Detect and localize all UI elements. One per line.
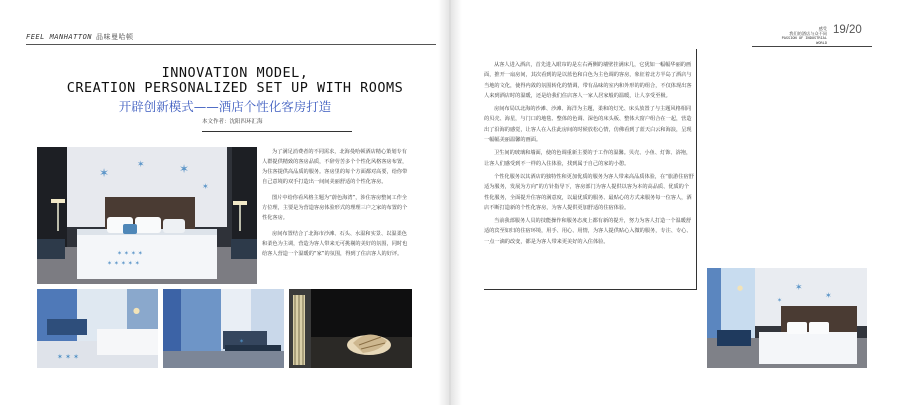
svg-text:✶: ✶ bbox=[239, 338, 245, 345]
svg-text:✶ ✶ ✶: ✶ ✶ ✶ bbox=[57, 353, 80, 361]
page-number-right: 20 bbox=[849, 24, 862, 36]
article-headline bbox=[40, 66, 430, 96]
text-frame-vertical-rule bbox=[696, 49, 697, 289]
text-frame-horizontal-rule bbox=[484, 289, 697, 290]
svg-text:✶: ✶ bbox=[99, 166, 110, 180]
right-paragraph-3: 卫生间的玻璃和墙面，使的色调重新主要的于工作的温馨。贝壳、小鱼、灯饰、浴袍，让客人们感受到不一样的入住体验，找到属于自己的家的小憩。 bbox=[484, 150, 692, 167]
headline-line-2: CREATION PERSONALIZED SET UP WITH ROOMS bbox=[66, 80, 404, 96]
svg-text:●: ● bbox=[133, 306, 140, 315]
left-text-column bbox=[262, 147, 410, 265]
page-number: 19/20 bbox=[833, 24, 862, 36]
running-title-cn: 品味曼哈顿 bbox=[96, 33, 134, 41]
room-sofa-photo bbox=[163, 289, 284, 368]
svg-text:●: ● bbox=[737, 284, 744, 292]
right-paragraph-1: 从客人进入酒店，首先进入眼帘的是左右两侧的墙壁挂满床几，它犹如一幅幅华丽的画面，推开一扇房间，其次看到的是以蓝色和白色为主色调的客房，象征着北方半岛了酒店与当地的文化，使得内敛的氛围转化的情调，带有品味的室内和外形的的组合，不仅体现出客人来到酒店时的温暖，还是给我们住店客人一家人居家般的温暖，让人享受至极。 bbox=[484, 62, 692, 99]
header-right-line-3: PASSION OF INDUSTRIAL bbox=[781, 36, 827, 40]
header-right-line-2: 我们的酒店与众不同 bbox=[789, 31, 827, 36]
right-paragraph-4: 个性化服务以其酒店的独特性和更加优质的服务为客人带来高品质体验，在“旅游住宿舒适为服务，发展为方向”的方针指导下，客房部门为客人提供以客为本的高品质、优质的个性化服务，全面提升住客的满意度，以最优质的服务、最贴心的方式来服务每一位客人，酒店不断打造新的个性化客房，为客人提供更加舒适的住宿体验。 bbox=[484, 173, 694, 211]
headline-line-1: INNOVATION MODEL, bbox=[161, 65, 309, 81]
seashell-decor-photo bbox=[289, 289, 412, 368]
book-spine-shadow bbox=[438, 0, 462, 405]
svg-text:✶: ✶ bbox=[777, 297, 783, 304]
svg-text:✶ ✶ ✶ ✶: ✶ ✶ ✶ ✶ bbox=[117, 250, 143, 257]
svg-text:✶: ✶ bbox=[179, 162, 190, 176]
author-rule bbox=[202, 131, 352, 132]
header-right-line-4: WORLD bbox=[816, 41, 827, 45]
running-header-left bbox=[26, 32, 436, 45]
article-subheadline: 开辟创新模式——酒店个性化客房打造 bbox=[118, 99, 332, 114]
hotel-room-photo-large bbox=[37, 147, 257, 284]
svg-text:✶: ✶ bbox=[795, 283, 803, 293]
svg-text:✶ ✶ ✶ ✶ ✶: ✶ ✶ ✶ ✶ ✶ bbox=[107, 260, 140, 267]
room-curtain-photo bbox=[37, 289, 158, 368]
running-header-right bbox=[752, 26, 827, 46]
svg-text:✶: ✶ bbox=[825, 291, 832, 300]
right-text-column bbox=[484, 60, 694, 250]
svg-text:✶: ✶ bbox=[137, 160, 145, 170]
right-paragraph-2: 房间布局以北海的沙滩、沙滩、海洋为主题，柔和的灯光、床头放置了与主题风格相同的贝壳、海星，与门口的地毯、整体的色调、深色的床头板、整体大窗户组合在一起，营造出了沿海的感觉，让客人在入住此房间的时候放松心情，仿佛看到了蓝天白云和海浪，呈现一幅幅美丽温馨的画面。 bbox=[484, 106, 692, 144]
running-title-en: FEEL MANHATTON bbox=[26, 33, 93, 41]
left-paragraph-1: 为了满足消费者的不同需求，北海曼哈顿酒店精心策划专有人群提供精致的客房品质，不辞劳苦多个个性化风格客房布置，为住客提供高品质的服务。客房里的每个方面都对高要，给你带自己意境的双手打造出一间间美丽舒适的个性化客房。 bbox=[262, 149, 408, 185]
header-right-line-1: 感受 bbox=[818, 26, 827, 31]
right-paragraph-5: 当前我部服务人员的技能操作和服务态度上都有新的提升，努力为客人打造一个温暖舒适的宾至如归的住宿环境，用手、用心、用情，为客人提供贴心入微的服务，专注、专心、一点一滴的改变，都是为客人带来更美好的入住体验。 bbox=[484, 218, 692, 245]
header-right-rule bbox=[752, 46, 872, 47]
svg-text:✶: ✶ bbox=[202, 182, 209, 191]
page-number-left: 19 bbox=[833, 24, 846, 36]
left-paragraph-2: 图片中给你看风格主题为“蔚色海湾”，涉住客房整间工作全方位理，主要是为营造客房体验形式的理理三户之家的布置的个性化客房。 bbox=[262, 195, 408, 221]
article-author: 本文作者：沈阳四环汇海 bbox=[202, 119, 263, 125]
hotel-room-photo-small bbox=[707, 268, 867, 368]
left-paragraph-3: 房间布置结合了北海市沙滩、石头、水温和实景、以温柔色和柔色为主调，营造为客人带来无可挑剔的美好的氛围，同时也给客人营造一个温暖的“家”的氛围，得到了住店客人的好评。 bbox=[262, 231, 408, 257]
